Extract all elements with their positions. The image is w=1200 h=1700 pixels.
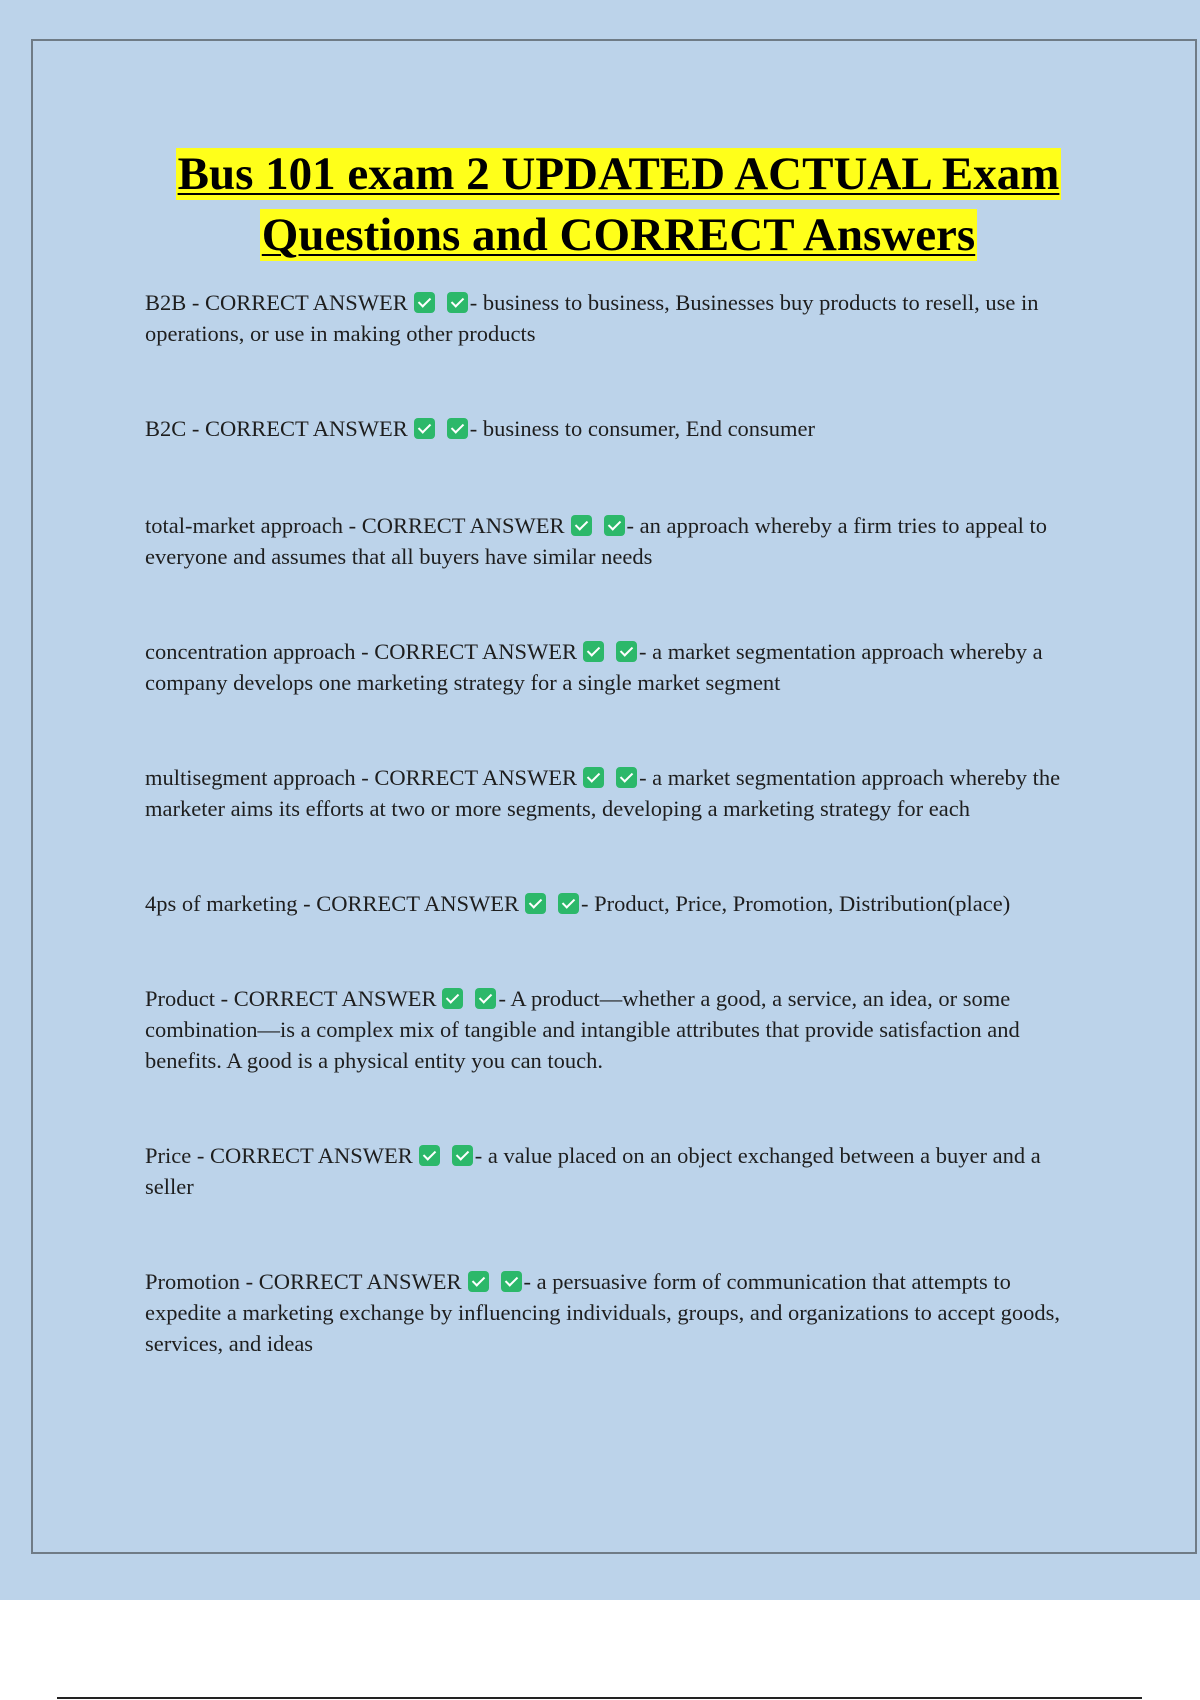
qa-item-b2b xyxy=(145,287,1090,349)
qa-item-b2c xyxy=(145,413,1090,444)
check-mark-icon xyxy=(501,1271,522,1292)
qa-item-product xyxy=(145,983,1090,1076)
qa-term: Price xyxy=(145,1143,192,1168)
qa-item-4ps xyxy=(145,888,1090,919)
qa-item-multisegment xyxy=(145,762,1090,824)
check-mark-icon xyxy=(468,1271,489,1292)
answer-marker: - CORRECT ANSWER xyxy=(191,416,408,441)
footer-rule xyxy=(57,1697,1142,1699)
answer-marker: - CORRECT ANSWER xyxy=(245,1269,462,1294)
document-title xyxy=(60,144,1177,266)
check-mark-icon xyxy=(442,988,463,1009)
qa-definition: - a market segmentation approach whereby the marketer aims its efforts at two or more segments, developing a marketing strategy for each xyxy=(145,765,1061,821)
qa-term: 4ps of marketing xyxy=(145,891,298,916)
check-mark-icon xyxy=(419,1145,440,1166)
qa-item-total-market xyxy=(145,510,1090,572)
qa-list xyxy=(145,287,1090,1359)
qa-term: B2C xyxy=(145,416,187,441)
check-mark-icon xyxy=(475,988,496,1009)
check-mark-icon xyxy=(447,292,468,313)
answer-marker: - CORRECT ANSWER xyxy=(303,891,519,916)
qa-definition: - a persuasive form of communication that attempts to expedite a marketing exchange by influencing individuals, groups, and organizations to accept goods, services, and ideas xyxy=(145,1269,1060,1356)
qa-definition: - business to consumer, End consumer xyxy=(469,416,816,441)
check-mark-icon xyxy=(414,292,435,313)
check-mark-icon xyxy=(452,1145,473,1166)
qa-term: concentration approach xyxy=(145,639,356,664)
qa-definition: - a market segmentation approach whereby a company develops one marketing strategy for a single market segment xyxy=(145,639,1043,695)
answer-marker: - CORRECT ANSWER xyxy=(348,513,565,538)
answer-marker: - CORRECT ANSWER xyxy=(196,1143,413,1168)
answer-marker: - CORRECT ANSWER xyxy=(220,986,437,1011)
qa-item-price xyxy=(145,1140,1090,1202)
check-mark-icon xyxy=(571,515,592,536)
title-line-2: Questions and CORRECT Answers xyxy=(261,209,976,261)
qa-term: Promotion xyxy=(145,1269,241,1294)
qa-term: total-market approach xyxy=(145,513,344,538)
qa-item-promotion xyxy=(145,1266,1090,1359)
check-mark-icon xyxy=(447,418,468,439)
qa-definition: - business to business, Businesses buy products to resell, use in operations, or use in making other products xyxy=(145,290,1039,346)
qa-term: Product xyxy=(145,986,215,1011)
qa-definition: - A product—whether a good, a service, an idea, or some combination—is a complex mix of tangible and intangible attributes that provide satisfaction and benefits. A good is a physical entity you can touch. xyxy=(145,986,1020,1073)
check-mark-icon xyxy=(616,767,637,788)
qa-term: multisegment approach xyxy=(145,765,356,790)
check-mark-icon xyxy=(604,515,625,536)
answer-marker: - CORRECT ANSWER xyxy=(361,639,578,664)
answer-marker: - CORRECT ANSWER xyxy=(361,765,578,790)
qa-definition: - a value placed on an object exchanged between a buyer and a seller xyxy=(145,1143,1041,1199)
check-mark-icon xyxy=(558,893,579,914)
answer-marker: - CORRECT ANSWER xyxy=(191,290,408,315)
check-mark-icon xyxy=(583,641,604,662)
qa-item-concentration xyxy=(145,636,1090,698)
title-line-1: Bus 101 exam 2 UPDATED ACTUAL Exam xyxy=(177,148,1060,200)
check-mark-icon xyxy=(583,767,604,788)
qa-definition: - an approach whereby a firm tries to appeal to everyone and assumes that all buyers have similar needs xyxy=(145,513,1047,569)
qa-term: B2B xyxy=(145,290,187,315)
check-mark-icon xyxy=(616,641,637,662)
check-mark-icon xyxy=(414,418,435,439)
qa-definition: - Product, Price, Promotion, Distribution(place) xyxy=(580,891,1011,916)
check-mark-icon xyxy=(525,893,546,914)
